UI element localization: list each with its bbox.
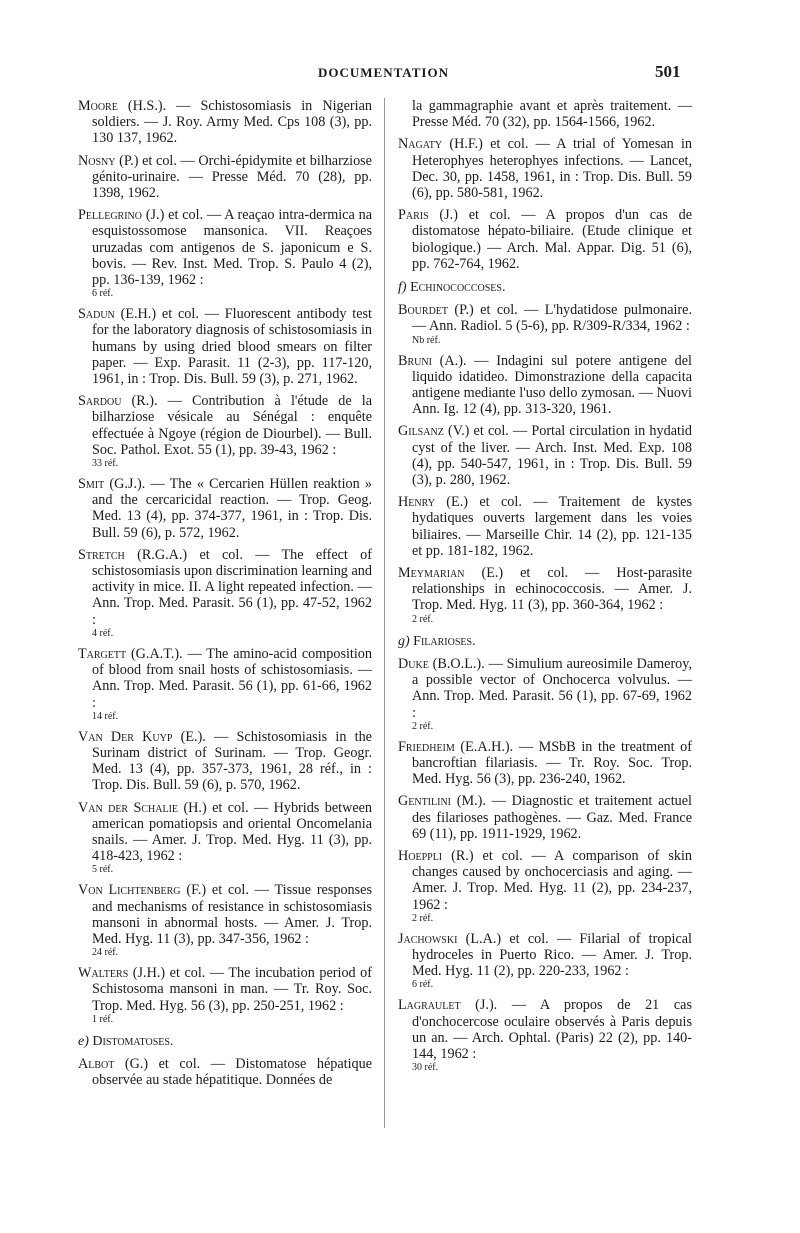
reference-count-note: 14 réf. — [92, 710, 119, 722]
reference-entry — [398, 931, 692, 992]
reference-text: et col. — The incubation period of Schistosoma mansoni in man. — Tr. Roy. Soc. Trop. Med. Hyg. 56 (3), pp. 250-251, 1962 : — [92, 965, 372, 1014]
section-heading-f — [398, 280, 692, 296]
reference-entry — [398, 848, 692, 925]
reference-author: Henry (E.) — [398, 494, 468, 511]
reference-entry — [398, 136, 692, 201]
reference-text: — MSbB in the treatment of bancroftian filariasis. — Tr. Roy. Soc. Trop. Med. Hyg. 56 (3), pp. 236-240, 1962. — [412, 738, 692, 788]
reference-author: Friedheim (E.A.H.). — [398, 738, 514, 755]
reference-entry — [78, 153, 372, 202]
reference-entry — [398, 494, 692, 559]
reference-author: Bourdet (P.) — [398, 302, 474, 319]
reference-entry — [398, 302, 692, 346]
reference-text: — The amino-acid composition of blood from snail hosts of schistosomiasis. — Ann. Trop. Med. Parasit. 56 (1), pp. 61-66, 1962 : — [92, 645, 372, 711]
reference-author: Albot (G.) — [78, 1055, 149, 1072]
reference-text: et col. — Hybrids between american pomatiopsis and oriental Oncomelania snails. — Amer. J. Trop. Med. Hyg. 11 (3), pp. 418-423, 1962 : — [92, 799, 373, 865]
reference-author: Targett (G.A.T.). — [78, 645, 183, 662]
reference-author: Duke (B.O.L.). — [398, 655, 485, 672]
section-title: Filarioses. — [413, 633, 476, 649]
right-column — [398, 98, 692, 1080]
reference-author: Lagraulet (J.). — [398, 997, 498, 1014]
reference-entry — [398, 656, 692, 733]
reference-entry — [398, 997, 692, 1074]
reference-count-note: 1 réf. — [92, 1013, 114, 1025]
reference-entry — [398, 423, 692, 488]
reference-entry — [78, 965, 372, 1026]
reference-author: Van Der Kuyp (E.). — [78, 728, 206, 745]
reference-text: et col. — A propos d'un cas de distomatose hépato-biliaire. (Etude clinique et biologique.) — Arch. Mal. Appar. Dig. 51 (6), pp. 762-764, 1962. — [412, 207, 692, 272]
reference-author: Moore (H.S.). — [78, 98, 167, 114]
reference-text: et col. — A reaçao intra-dermica na esquistossomose mansonica. VII. Reaçoes uruzadas com antigenos de S. japonicum e S. bovis. — Rev. Inst. Med. Trop. S. Paulo 4 (2), pp. 136-139, 1962 : — [92, 207, 372, 289]
section-heading-g — [398, 634, 692, 650]
reference-text: — Schistosomiasis in the Surinam district of Surinam. — Trop. Geogr. Med. 13 (4), pp. 357-373, 1961, 28 réf., in : Trop. Dis. Bull. 59 (6), p. 570, 1962. — [92, 728, 372, 794]
section-title: Echinococcoses. — [410, 280, 506, 296]
page-header — [0, 62, 800, 86]
reference-entry — [78, 306, 372, 387]
right-entries-distomatoses — [398, 136, 692, 272]
reference-continuation: la gammagraphie avant et après traitement. — Presse Méd. 70 (32), pp. 1564-1566, 1962. — [412, 98, 692, 131]
reference-text: et col. — Tissue responses and mechanisms of resistance in schistosomiasis mansoni in abnormal hosts. — Amer. J. Trop. Med. Hyg. 11 (3), pp. 347-356, 1962 : — [92, 882, 372, 947]
reference-count-note: Nb réf. — [412, 334, 441, 346]
reference-entry — [398, 207, 692, 272]
section-title: Distomatoses. — [92, 1033, 174, 1049]
left-column — [78, 98, 372, 1094]
running-title: DOCUMENTATION — [318, 65, 449, 80]
reference-author: Hoeppli (R.) — [398, 847, 474, 864]
reference-text: et col. — Orchi-épidymite et bilharziose génito-urinaire. — Presse Méd. 70 (28), pp. 1398, 1962. — [92, 152, 372, 202]
reference-author: Pellegrino (J.) — [78, 207, 165, 224]
reference-text: et col. — A comparison of skin changes caused by onchocerciasis and aging. — Amer. J. Trop. Med. Hyg. 11 (2), pp. 234-237, 1962 : — [412, 847, 692, 913]
reference-entry — [78, 476, 372, 541]
reference-author: Sadun (E.H.) — [78, 306, 157, 323]
reference-count-note: 24 réf. — [92, 947, 119, 959]
left-entries — [78, 98, 372, 1026]
reference-text: et col. — Host-parasite relationships in echinococcosis. — Amer. J. Trop. Med. Hyg. 11 (3), pp. 360-364, 1962 : — [412, 565, 692, 614]
section-heading-e — [78, 1034, 372, 1050]
reference-count-note: 2 réf. — [412, 720, 434, 732]
reference-text: et col. — Traitement de kystes hydatiques ouverts largement dans les voies biliaires. — Marseille Chir. 14 (2), pp. 121-135 et pp. 181-182, 1962. — [412, 494, 693, 559]
reference-entry — [78, 547, 372, 640]
reference-entry — [398, 353, 692, 418]
reference-text: et col. — Portal circulation in hydatid cyst of the liver. — Arch. Inst. Med. Exp. 108 (4), pp. 540-547, 1961, in : Trop. Dis. Bull. 59 (3), p. 280, 1962. — [412, 423, 692, 489]
reference-entry — [78, 800, 372, 877]
reference-count-note: 4 réf. — [92, 627, 114, 639]
section-letter: g) — [398, 633, 410, 649]
reference-text: et col. — L'hydatidose pulmonaire. — Ann. Radiol. 5 (5-6), pp. R/309-R/334, 1962 : — [412, 302, 693, 335]
reference-author: Walters (J.H.) — [78, 965, 166, 982]
reference-count-note: 30 réf. — [412, 1062, 439, 1074]
reference-author: Gentilini (M.). — [398, 793, 486, 810]
reference-author: Van der Schalie (H.) — [78, 799, 207, 816]
reference-entry — [398, 739, 692, 788]
right-entries-filarioses — [398, 656, 692, 1074]
reference-text: et col. — A trial of Yomesan in Heterophyes heterophyes infections. — Lancet, Dec. 30, pp. 1458, 1961, in : Trop. Dis. Bull. 59 (6), pp. 580-581, 1962. — [412, 136, 692, 202]
reference-count-note: 2 réf. — [412, 613, 434, 625]
reference-entry — [78, 882, 372, 959]
reference-entry — [78, 729, 372, 794]
reference-entry — [78, 98, 372, 147]
reference-entry — [78, 1056, 372, 1088]
reference-author: Stretch (R.G.A.) — [78, 546, 188, 563]
reference-author: Smit (G.J.). — [78, 476, 146, 493]
reference-count-note: 33 réf. — [92, 458, 119, 470]
reference-author: Bruni (A.). — [398, 352, 467, 369]
reference-entry — [398, 793, 692, 842]
section-letter: f) — [398, 280, 407, 296]
page-number: 501 — [655, 62, 681, 81]
reference-text: — Diagnostic et traitement actuel des filarioses pathogènes. — Gaz. Med. France 69 (11), pp. 1911-1929, 1962. — [412, 793, 692, 842]
reference-author: Nagaty (H.F.) — [398, 136, 483, 153]
reference-author: Meymarian (E.) — [398, 565, 504, 582]
reference-entry — [78, 646, 372, 723]
reference-text: — The « Cercarien Hüllen reaktion » and the cercaricidal reaction. — Trop. Geog. Med. 13 (4), pp. 374-377, 1961, in : Trop. Dis. Bull. 59 (6), p. 572, 1962. — [92, 476, 372, 541]
reference-author: Gilsanz (V.) — [398, 423, 470, 440]
reference-text: — Indagini sul potere antigene del liquido idatideo. Dimonstrazione della capacita antigene mediante l'uso dello zymosan. — Nuovi Ann. Ig. 12 (4), pp. 313-320, 1961. — [412, 352, 692, 418]
reference-count-note: 6 réf. — [412, 979, 434, 991]
reference-author: Von Lichtenberg (F.) — [78, 882, 207, 899]
reference-author: Jachowski (L.A.) — [398, 930, 502, 947]
reference-count-note: 5 réf. — [92, 864, 114, 876]
reference-text: et col. — Fluorescent antibody test for the laboratory diagnosis of schistosomiasis in humans by using dried blood smears on filter paper. — Exp. Parasit. 11 (2-3), pp. 117-120, 1961, in : Trop. Dis. Bull. 59 (3), p. 271, 1962. — [92, 306, 372, 388]
reference-entry — [398, 565, 692, 626]
section-letter: e) — [78, 1033, 89, 1049]
reference-count-note: 2 réf. — [412, 912, 434, 924]
reference-author: Sardou (R.). — [78, 393, 158, 410]
reference-text: — Schistosomiasis in Nigerian soldiers. — J. Roy. Army Med. Cps 108 (3), pp. 130 137, 1962. — [92, 98, 372, 147]
reference-entry — [78, 393, 372, 470]
reference-text: et col. — Filarial of tropical hydroceles in Puerto Rico. — Amer. J. Trop. Med. Hyg. 11 (2), pp. 220-233, 1962 : — [412, 930, 692, 980]
reference-text: — A propos de 21 cas d'onchocercose oculaire observés à Paris depuis un an. — Arch. Ophtal. (Paris) 22 (2), pp. 140-144, 1962 : — [412, 997, 692, 1062]
column-divider — [384, 98, 385, 1128]
reference-text: — Simulium aureosimile Dameroy, a possible vector of Onchocerca volvulus. — Ann. Trop. Med. Parasit. 56 (1), pp. 67-69, 1962 : — [412, 655, 692, 721]
reference-text: — Contribution à l'étude de la bilharziose vésicale au Sénégal : enquête effectuée à Ngoye (région de Diourbel). — Bull. Soc. Pathol. Exot. 55 (1), pp. 39-43, 1962 : — [92, 393, 373, 458]
reference-author: Paris (J.) — [398, 207, 458, 224]
reference-text: et col. — The effect of schistosomiasis upon discrimination learning and activity in mice. II. A light repeated infection. — Ann. Trop. Med. Parasit. 56 (1), pp. 47-52, 1962 : — [92, 546, 372, 628]
right-entries-echinococcoses — [398, 302, 692, 625]
reference-text: et col. — Distomatose hépatique observée au stade hépatitique. Données de — [92, 1055, 372, 1089]
reference-author: Nosny (P.) — [78, 152, 139, 169]
reference-count-note: 6 réf. — [92, 288, 114, 300]
reference-entry — [78, 207, 372, 300]
